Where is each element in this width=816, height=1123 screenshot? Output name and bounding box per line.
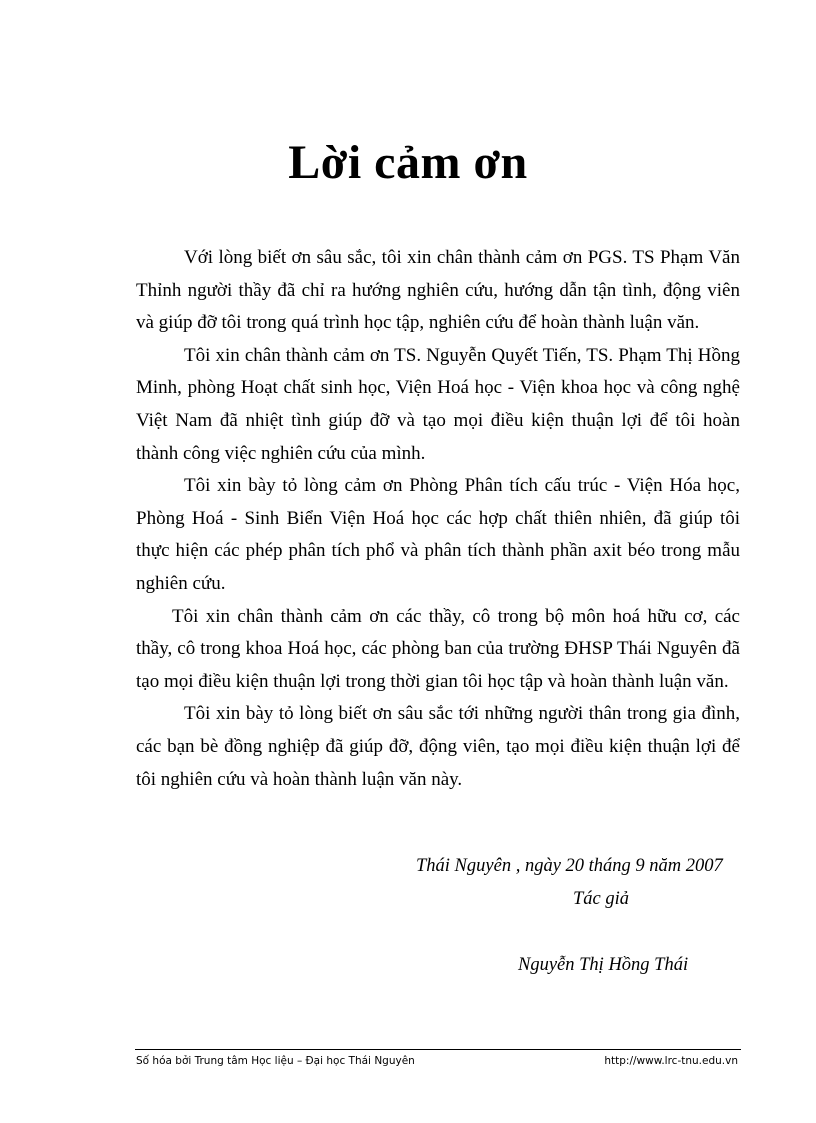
paragraph-1: Với lòng biết ơn sâu sắc, tôi xin chân thành cảm ơn PGS. TS Phạm Văn Thỉnh người thầy đã chỉ ra hướng nghiên cứu, hướng dẫn tận tình, động viên và giúp đỡ tôi trong quá trình học tập, nghiên cứu để hoàn thành luận văn. [136, 247, 740, 334]
paragraph-3: Tôi xin bày tỏ lòng cảm ơn Phòng Phân tích cấu trúc - Viện Hóa học, Phòng Hoá - Sinh Biển Viện Hoá học các hợp chất thiên nhiên, đã giúp tôi thực hiện các phép phân tích phổ và phân tích thành phần axit béo trong mẫu nghiên cứu. [136, 475, 740, 594]
author-role: Tác giả [573, 889, 630, 909]
paragraph-5: Tôi xin bày tỏ lòng biết ơn sâu sắc tới những người thân trong gia đình, các bạn bè đồng nghiệp đã giúp đỡ, động viên, tạo mọi điều kiện thuận lợi để tôi nghiên cứu và hoàn thành luận văn này. [136, 703, 740, 790]
author-name: Nguyễn Thị Hồng Thái [518, 955, 689, 975]
paragraph-2: Tôi xin chân thành cảm ơn TS. Nguyễn Quyết Tiến, TS. Phạm Thị Hồng Minh, phòng Hoạt chất sinh học, Viện Hoá học - Viện khoa học và công nghệ Việt Nam đã nhiệt tình giúp đỡ và tạo mọi điều kiện thuận lợi để tôi hoàn thành công việc nghiên cứu của mình. [136, 344, 740, 464]
page-title: Lời cảm ơn [288, 136, 528, 189]
acknowledgement-body [136, 242, 740, 796]
footer-digitized-by: Số hóa bởi Trung tâm Học liệu – Đại học Thái Nguyên [136, 1055, 415, 1067]
footer-divider [135, 1049, 741, 1050]
place-date: Thái Nguyên , ngày 20 tháng 9 năm 2007 [416, 856, 723, 876]
footer-url: http://www.lrc-tnu.edu.vn [604, 1055, 738, 1067]
paragraph-4: Tôi xin chân thành cảm ơn các thầy, cô trong bộ môn hoá hữu cơ, các thầy, cô trong khoa Hoá học, các phòng ban của trường ĐHSP Thái Nguyên đã tạo mọi điều kiện thuận lợi trong thời gian tôi học tập và hoàn thành luận văn. [136, 605, 740, 692]
